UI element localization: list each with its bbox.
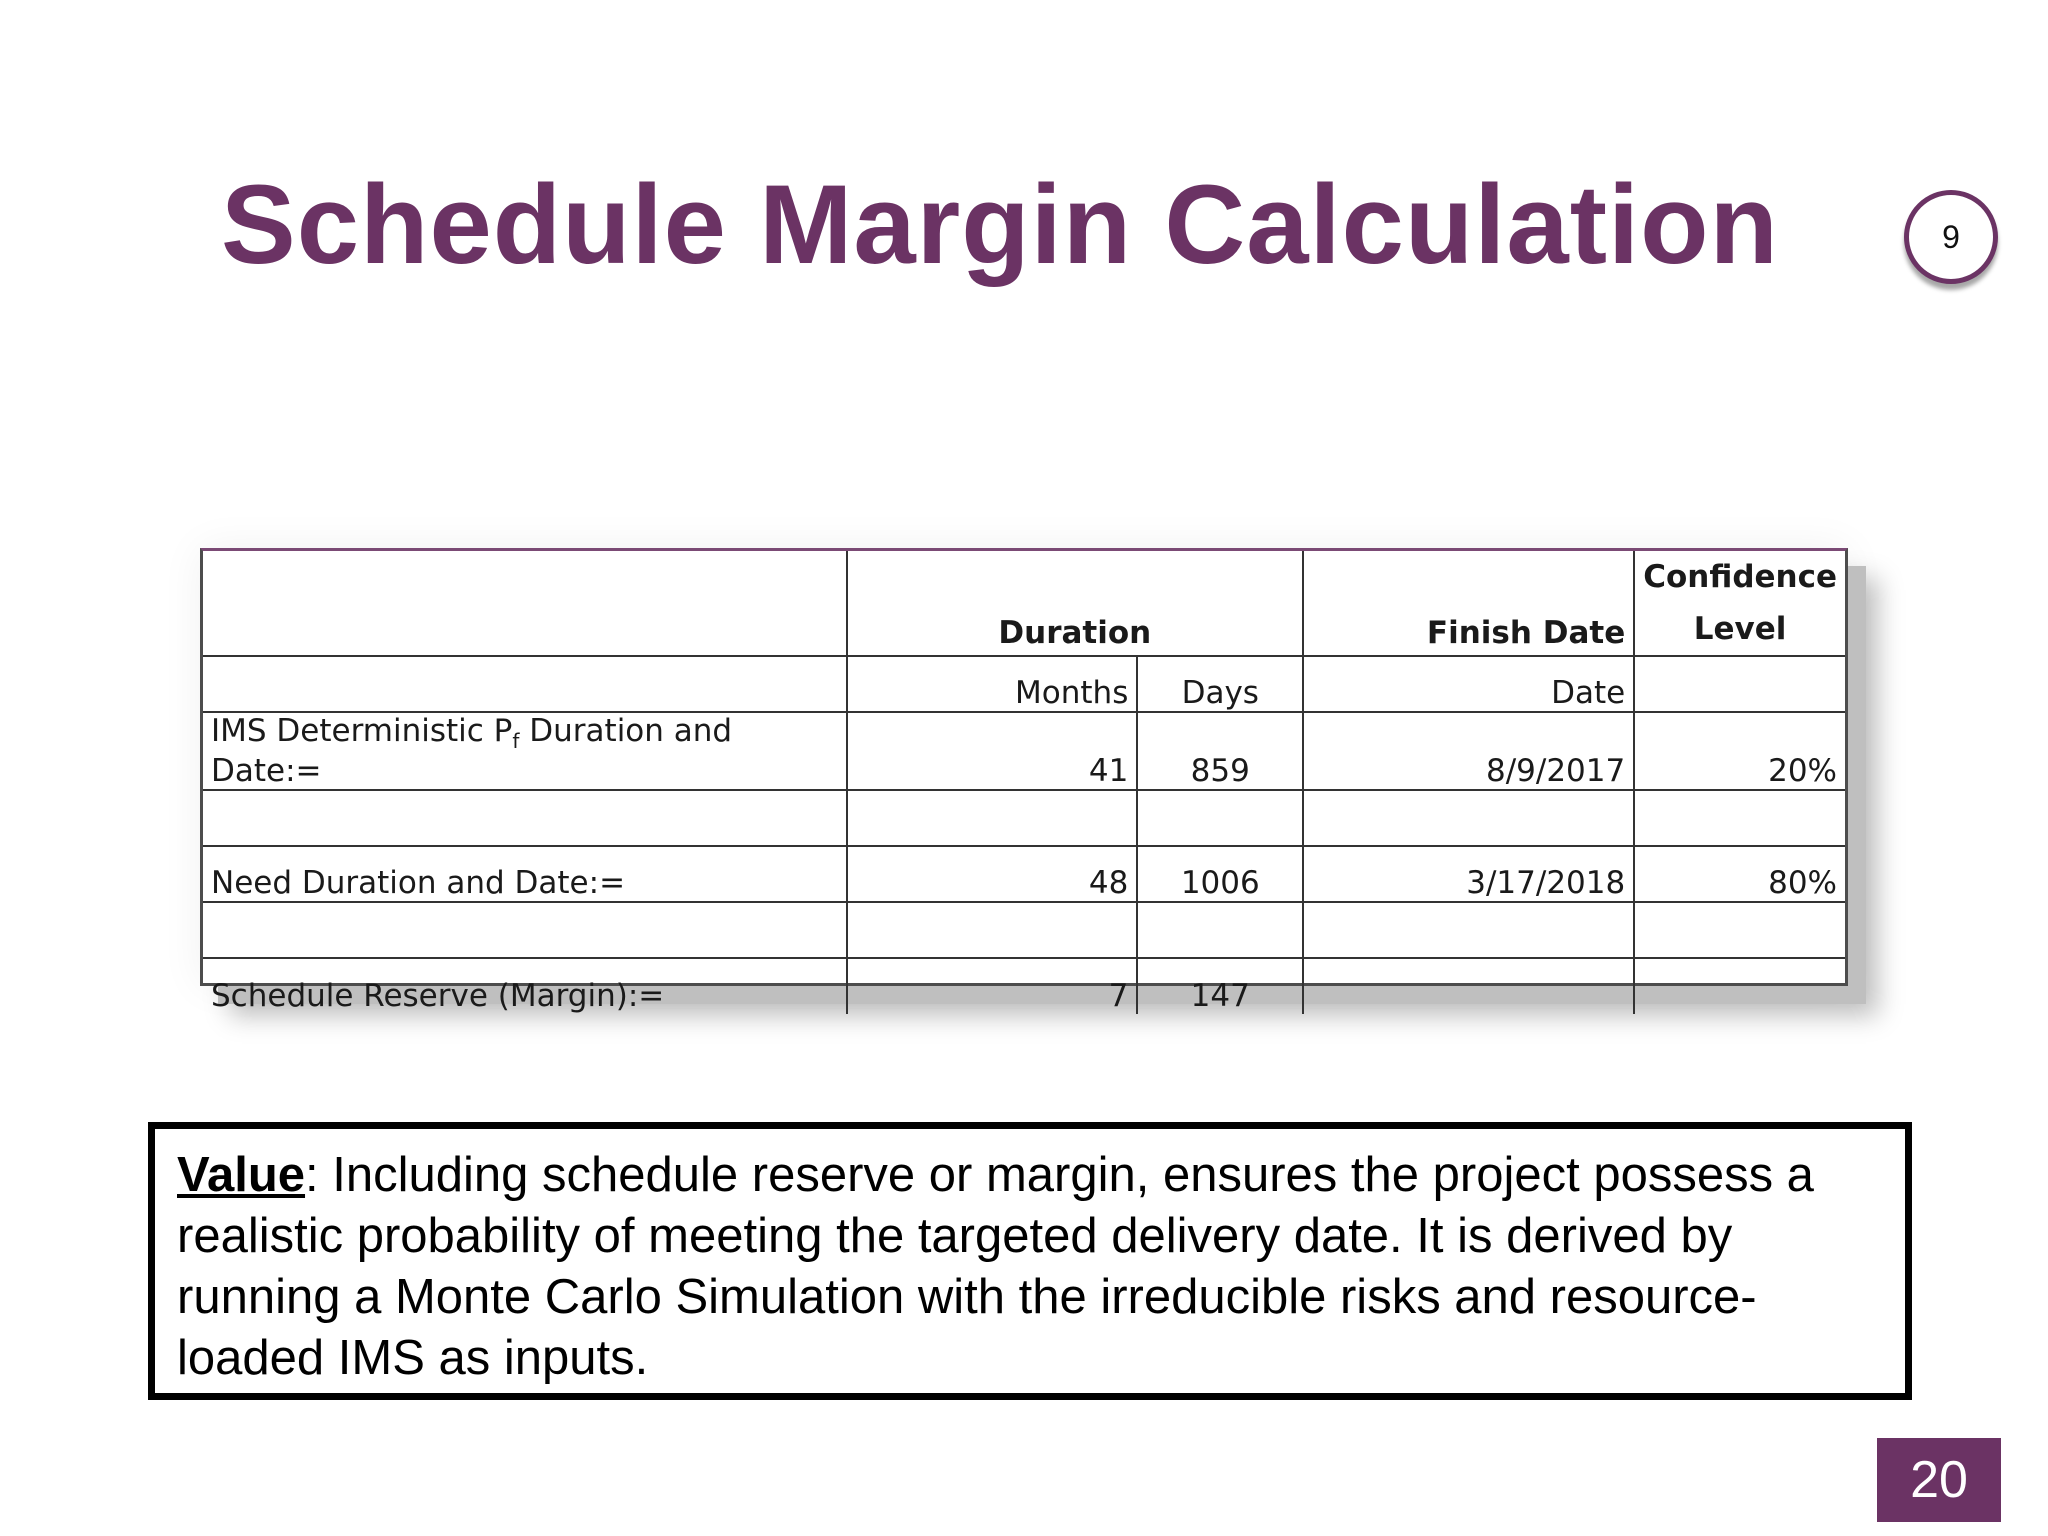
header-confidence-level bbox=[1634, 551, 1845, 656]
row-finish-date-empty bbox=[1303, 958, 1634, 1014]
value-statement-box bbox=[148, 1122, 1912, 1400]
value-lead: Value bbox=[177, 1148, 306, 1202]
row-label-suffix: Duration and Date:= bbox=[211, 713, 733, 790]
subheader-months: Months bbox=[847, 656, 1138, 712]
row-label-subscript: f bbox=[512, 729, 520, 754]
row-finish-date: 3/17/2018 bbox=[1303, 846, 1634, 902]
row-confidence: 80% bbox=[1634, 846, 1845, 902]
row-label-prefix: IMS Deterministic P bbox=[211, 713, 513, 749]
row-days: 859 bbox=[1137, 712, 1303, 790]
table-spacer-row bbox=[203, 790, 1845, 846]
row-confidence-empty bbox=[1634, 958, 1845, 1014]
value-text: : Including schedule reserve or margin, ensures the project possess a realistic probability of meeting the targeted delivery date. It is derived by running a Monte Carlo Simulation with the irreducible risks and resource-loaded IMS as inputs. bbox=[177, 1148, 1814, 1385]
row-months: 7 bbox=[847, 958, 1138, 1014]
spacer-cell bbox=[1634, 790, 1845, 846]
spacer-cell bbox=[203, 902, 847, 958]
subheader-empty-confidence bbox=[1634, 656, 1845, 712]
table-row bbox=[203, 712, 1845, 790]
row-months: 41 bbox=[847, 712, 1138, 790]
spacer-cell bbox=[847, 790, 1138, 846]
subheader-date: Date bbox=[1303, 656, 1634, 712]
step-number-badge: 9 bbox=[1904, 190, 1998, 284]
subheader-empty-cell bbox=[203, 656, 847, 712]
header-duration: Duration bbox=[847, 551, 1304, 656]
table-header-row bbox=[203, 551, 1845, 656]
table-subheader-row bbox=[203, 656, 1845, 712]
table-row bbox=[203, 958, 1845, 1014]
spacer-cell bbox=[1137, 790, 1303, 846]
spacer-cell bbox=[1634, 902, 1845, 958]
slide-title: Schedule Margin Calculation bbox=[221, 162, 1779, 287]
header-confidence-line2: Level bbox=[1693, 611, 1787, 647]
header-empty-cell bbox=[203, 551, 847, 656]
table-row bbox=[203, 846, 1845, 902]
schedule-margin-table-image bbox=[200, 548, 1848, 1015]
subheader-days: Days bbox=[1137, 656, 1303, 712]
row-label-need-duration: Need Duration and Date:= bbox=[203, 846, 847, 902]
row-months: 48 bbox=[847, 846, 1138, 902]
table-spacer-row bbox=[203, 902, 1845, 958]
spacer-cell bbox=[847, 902, 1138, 958]
row-confidence: 20% bbox=[1634, 712, 1845, 790]
row-label-schedule-reserve: Schedule Reserve (Margin):= bbox=[203, 958, 847, 1014]
spacer-cell bbox=[1303, 902, 1634, 958]
spacer-cell bbox=[1137, 902, 1303, 958]
header-finish-date: Finish Date bbox=[1303, 551, 1634, 656]
header-confidence-line1: Confidence bbox=[1643, 559, 1837, 595]
page-number: 20 bbox=[1877, 1438, 2001, 1522]
row-finish-date: 8/9/2017 bbox=[1303, 712, 1634, 790]
spacer-cell bbox=[203, 790, 847, 846]
spacer-cell bbox=[1303, 790, 1634, 846]
row-days: 1006 bbox=[1137, 846, 1303, 902]
row-label-ims-deterministic bbox=[203, 712, 847, 790]
row-days: 147 bbox=[1137, 958, 1303, 1014]
schedule-margin-table bbox=[203, 551, 1845, 1014]
